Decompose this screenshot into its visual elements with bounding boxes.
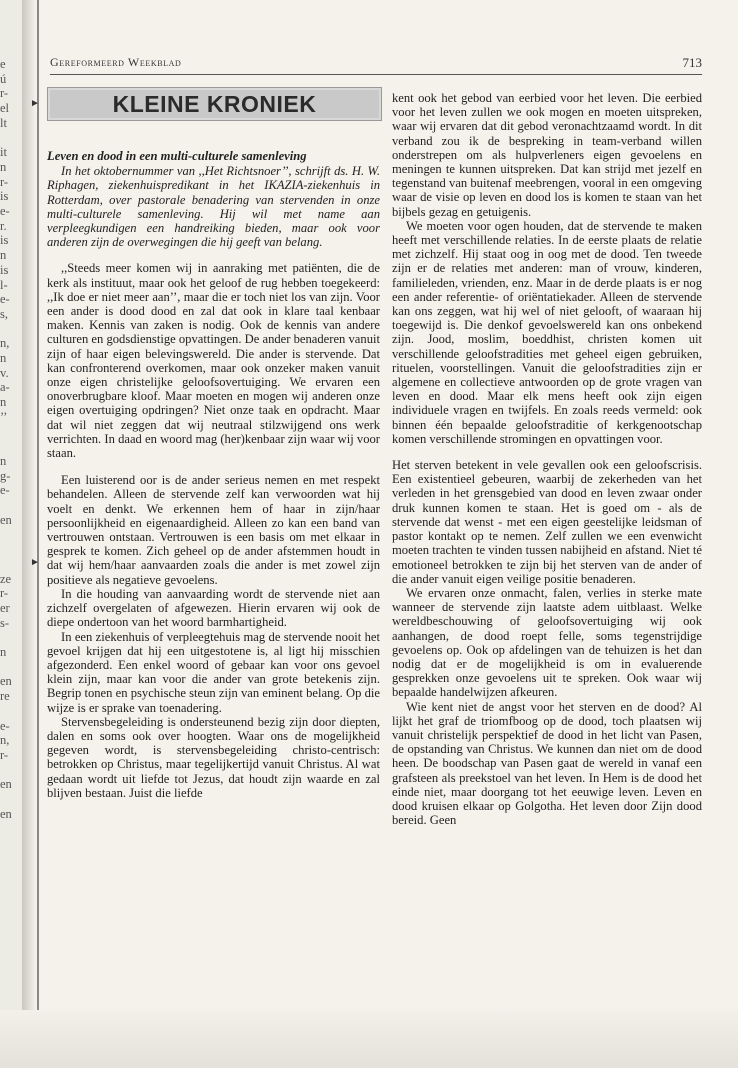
article-subheading: Leven en dood in een multi-culturele samenleving: [47, 149, 307, 163]
margin-fragment: e-: [0, 292, 10, 307]
margin-fragment: en: [0, 512, 12, 527]
article-intro: In het oktobernummer van ,,Het Richtsnoer’’, schrijft ds. H. W. Riphagen, ziekenhuispredikant in het IKAZIA-ziekenhuis in Rotterdam, over pastorale benadering van stervenden in onze multi-culturele samenleving. Hij wil met name aan verpleegkundigen een handreiking bieden, maar ook voor anderen zijn de overwegingen die hij geeft van belang.: [47, 164, 380, 250]
margin-fragment: a-: [0, 380, 10, 395]
paragraph: kent ook het gebod van eerbied voor het leven. Die eerbied voor het leven zullen we ook mogen en moeten uitspreken, waar wij ervaren dat dit gebod veronachtzaamd wordt. In dit verband zou ik de bespreking in team-verband willen onderstrepen om als hulpverleners eigen gevoelens en meningen te kunnen uitspreken. Dat kan strijd met jezelf en tegenstand van buitenaf meebrengen, vooral in een omgeving waar de visie op leven en dood los is komen te staan van het bijbels gezag en getuigenis.: [392, 91, 702, 219]
margin-fragment: el: [0, 101, 10, 116]
spine-line: [37, 0, 39, 1010]
margin-fragment: n: [0, 351, 7, 365]
margin-fragment: en: [0, 674, 12, 689]
margin-fragment: e-: [0, 204, 10, 218]
margin-fragment: r-: [0, 747, 9, 762]
margin-fragment: is: [0, 233, 9, 248]
margin-mark: ►: [30, 557, 40, 568]
margin-fragment: r-: [0, 174, 9, 189]
margin-fragment: e: [0, 57, 6, 71]
publication-title: Gereformeerd Weekblad: [50, 55, 182, 69]
margin-fragment: it: [0, 145, 7, 160]
margin-fragment: l-: [0, 277, 8, 292]
margin-fragment: n,: [0, 733, 10, 748]
margin-fragment: ze: [0, 571, 12, 586]
margin-fragment: is: [0, 262, 9, 277]
paragraph: ,,Steeds meer komen wij in aanraking met patiënten, die de kerk als instituut, maar ook het geloof de rug hebben toegekeerd: ,,Ik doe er niet meer aan’’, maar die er toch niet los van zijn. Voor een ander is dood dood en zal dat ook in klare taal kenbaar maken. Kennis van zaken is nodig. Ook de kennis van andere culturen en godsdienstige opvattingen. De ander benaderen vanuit zijn of haar eigen belevingswereld. Die ander is stervende. Dat kan confronterend overkomen, maar ook onzeker maken vanuit onze eigen christelijke geloofsovertuiging. We ervaren een onoverbrugbare kloof. Maar moeten en mogen wij anderen onze eigen overtuiging opdringen? Niet onze taak en opdracht. Maar dat wil niet zeggen dat wij neutraal stilzwijgend ons werk verrichten. In daad en woord mag (her)kenbaar zijn waar wij voor staan.: [47, 261, 380, 461]
margin-fragment: n: [0, 453, 7, 468]
paragraph: We ervaren onze onmacht, falen, verlies in sterke mate wanneer de stervende zijn laatste adem uitblaast. Welke wereldbeschouwing of geloofsovertuiging wij ook aanhangen, de dood roept felle, soms tegenstrijdige gevoelens op. Ook op afdelingen van de tehuizen is het dan nodig dat er de mogelijkheid is om in evaluerende gesprekken onze gevoelens uit te spreken. Ook waar wij bepaalde handelwijzen afkeuren.: [392, 585, 702, 700]
paragraph: In een ziekenhuis of verpleegtehuis mag de stervende nooit het gevoel krijgen dat hij een uitgestotene is, al ligt hij misschien afgezonderd. Een enkel woord of gebaar kan voor ons gevoel klein zijn, maar kan voor die ander van grote betekenis zijn. Begrip tonen en psychische steun zijn van eminent belang. Op die wijze is er sprake van toenadering.: [47, 629, 380, 715]
page-bottom-margin: [0, 1010, 738, 1068]
paragraph: Stervensbegeleiding is ondersteunend bezig zijn door diepten, dalen en soms ook over hoogten. Waar ons de mogelijkheid gegeven wordt, is stervensbegeleiding christo-centrisch: betrokken op Christus, maar tegelijkertijd vanuit Christus. Al wat gedaan wordt uit liefde tot Jezus, dat houdt zijn waarde en zal blijven bestaan. Juist die liefde: [47, 714, 380, 800]
margin-fragment: n: [0, 159, 7, 174]
margin-fragment: e-: [0, 718, 10, 733]
page-number: 713: [682, 55, 702, 70]
header-rule: [50, 74, 702, 75]
paragraph: In die houding van aanvaarding wordt de stervende niet aan zichzelf overgelaten of afgewezen. Hierin ervaren wij ook de diepe ondertoon van het woord barmhartigheid.: [47, 586, 380, 630]
margin-fragment: n: [0, 395, 7, 410]
margin-fragment: n: [0, 248, 7, 263]
margin-fragment: r-: [0, 86, 9, 101]
margin-fragment: g-: [0, 468, 11, 483]
margin-fragment: lt: [0, 115, 7, 130]
margin-fragment: n: [0, 645, 7, 659]
margin-fragment: e-: [0, 483, 10, 498]
binding-shadow: [22, 0, 36, 1068]
paragraph: Wie kent niet de angst voor het sterven en de dood? Al lijkt het graf de triomfboog op de dood, toch plaatsen wij vanuit christelijk perspektief de dood in het licht van Pasen, de opstanding van Christus. We kunnen dan niet om de dood heen. De boodschap van Pasen gaat de wereld in vanaf een grafsteen als preekstoel van het leven. In Hem is de dood het einde niet, maar doorgang tot het eeuwige leven. Leven en dood kruisen elkaar op Golgotha. Het leven door Zijn dood bereid. Geen: [392, 699, 702, 828]
margin-fragment: en: [0, 777, 12, 792]
margin-mark: ►: [30, 98, 40, 109]
margin-fragment: ú: [0, 71, 7, 86]
margin-fragment: ’’: [0, 409, 8, 424]
margin-fragment: r-: [0, 586, 9, 601]
paragraph: We moeten voor ogen houden, dat de stervende te maken heeft met verschillende relaties. In de eerste plaats de relatie met zichzelf. Hij staat oog in oog met de dood. Ten tweede zijn er de relaties met anderen: man of vrouw, kinderen, familieleden, vrienden, enz. Maar in de derde plaats is er nog een ander referentie- of oriëntatiekader. Alleen de stervende kan ons zeggen, wat hij wel of niet gelooft, of waaraan hij toegewijd is. Die denkof gevoelswereld kan ons onbekend zijn. Jood, moslim, boeddhist, christen komen uit verschillende geloofstradities met geheel eigen gebruiken, rituelen, voorstellingen. Vanuit die geloofstradities zijn er algemene en collectieve antwoorden op de grote vragen van leven en dood. Maar elk mens heeft ook zijn eigen individuele vragen en twijfels. En zoals reeds vermeld: ook binnen één bepaalde geloofstraditie of kerkgenootschap komen verschillende stromingen en opvattingen voor.: [392, 218, 702, 446]
margin-fragment: v.: [0, 365, 9, 380]
margin-fragment: s-: [0, 615, 10, 630]
article-column-left: [47, 149, 380, 800]
section-title: KLEINE KRONIEK: [112, 91, 317, 117]
paragraph: Het sterven betekent in vele gevallen ook een geloofscrisis. Een existentieel gebeuren, waarbij de zekerheden van het verleden in het grensgebied van dood en leven zwaar onder druk kunnen komen te staan. Het is goed om - als de stervende dat wenst - met een eigen geestelijke leidsman of pastor kontakt op te nemen. Zelf zullen we een evenwicht moeten trachten te vinden tussen nabijheid en afstand. Niet té emotioneel betrokken te zijn bij het sterven van de ander of die ander vanuit eigen veilige positie benaderen.: [392, 458, 702, 586]
margin-fragment: en: [0, 806, 12, 821]
margin-fragment: s,: [0, 306, 8, 321]
section-banner: [47, 87, 382, 121]
margin-fragment: n,: [0, 336, 10, 351]
margin-fragment: re: [0, 689, 10, 704]
paragraph: Een luisterend oor is de ander serieus nemen en met respekt behandelen. Alleen de stervende zelf kan verwoorden wat hij voelt en denkt. We erkennen hem of haar in zijn/haar persoonlijkheid en eigenaardigheid. Alleen zo kan een band van vertrouwen ontstaan. Vertrouwen is een basis om met elkaar in gesprek te komen. Zich geheel op de ander afstemmen houdt in dat wij hem/haar aanvaarden zoals die ander is met zowel zijn positieve als negatieve gevoelens.: [47, 473, 380, 587]
margin-fragment: is: [0, 189, 9, 204]
running-head: [50, 55, 702, 73]
margin-fragment: er: [0, 600, 10, 615]
margin-fragment: r.: [0, 218, 7, 233]
article-column-right: [392, 91, 702, 827]
